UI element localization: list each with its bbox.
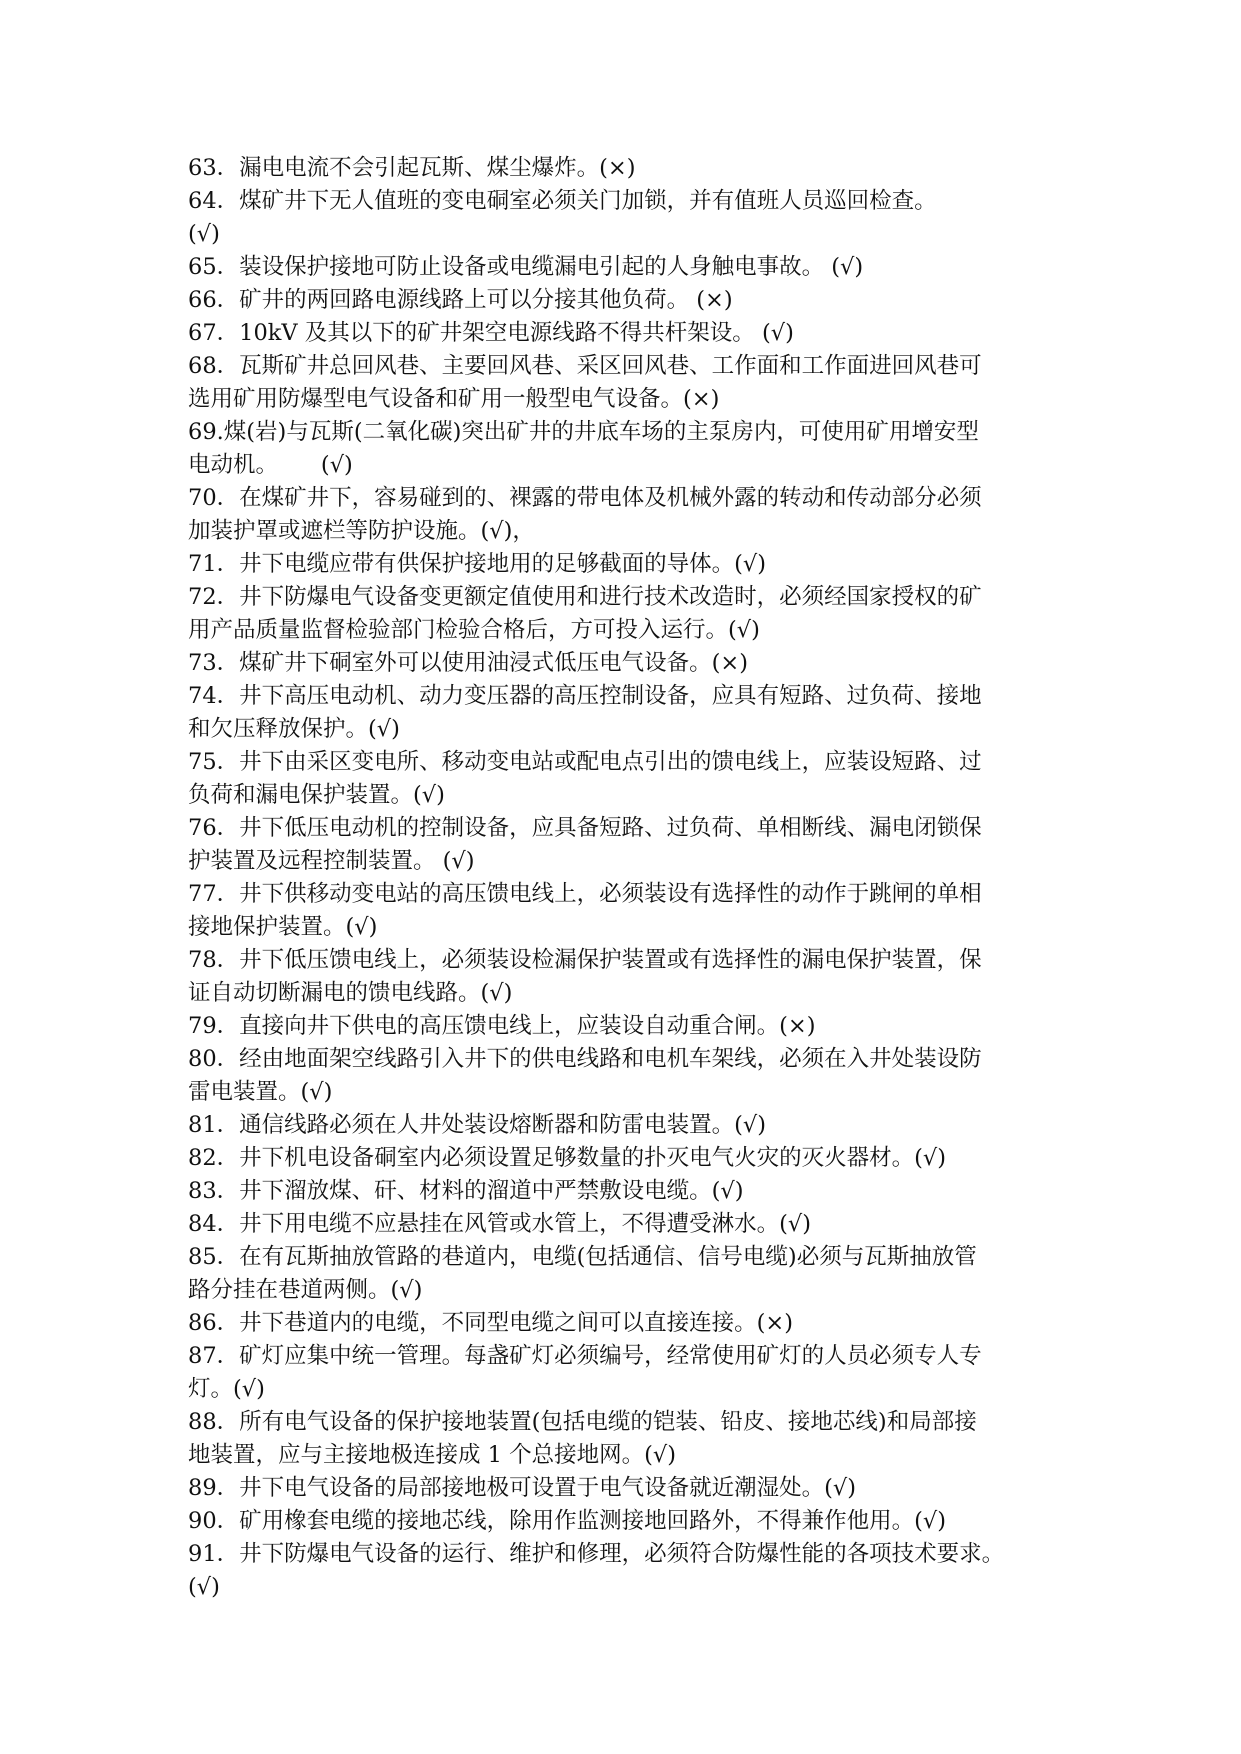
question-text-line: 78．井下低压馈电线上，必须装设检漏保护装置或有选择性的漏电保护装置，保 <box>188 947 982 973</box>
question-item <box>188 1241 1061 1307</box>
question-text-line: 83．井下溜放煤、矸、材料的溜道中严禁敷设电缆。(√) <box>188 1178 744 1204</box>
question-item <box>188 185 1061 251</box>
question-item <box>188 1472 1061 1505</box>
question-item <box>188 878 1061 944</box>
question-text-line: 85．在有瓦斯抽放管路的巷道内，电缆(包括通信、信号电缆)必须与瓦斯抽放管 <box>188 1244 977 1270</box>
question-item <box>188 1208 1061 1241</box>
question-item <box>188 317 1061 350</box>
question-text-line: 和欠压释放保护。(√) <box>188 716 400 742</box>
question-item <box>188 944 1061 1010</box>
question-item <box>188 284 1061 317</box>
question-text-line: 用产品质量监督检验部门检验合格后，方可投入运行。(√) <box>188 617 760 643</box>
question-text-line: 73．煤矿井下硐室外可以使用油浸式低压电气设备。(×) <box>188 650 749 676</box>
question-item <box>188 746 1061 812</box>
question-item <box>188 1406 1061 1472</box>
question-text-line: 70．在煤矿井下，容易碰到的、裸露的带电体及机械外露的转动和传动部分必须 <box>188 485 982 511</box>
question-text-line: 79．直接向井下供电的高压馈电线上，应装设自动重合闸。(×) <box>188 1013 816 1039</box>
question-text-line: 82．井下机电设备硐室内必须设置足够数量的扑灭电气火灾的灭火器材。(√) <box>188 1145 947 1171</box>
question-text-line: 74．井下高压电动机、动力变压器的高压控制设备，应具有短路、过负荷、接地 <box>188 683 982 709</box>
question-item <box>188 1538 1061 1604</box>
question-item <box>188 680 1061 746</box>
question-text-line: (√) <box>188 1574 220 1600</box>
question-text-line: 87．矿灯应集中统一管理。每盏矿灯必须编号，经常使用矿灯的人员必须专人专 <box>188 1343 982 1369</box>
question-text-line: 64．煤矿井下无人值班的变电硐室必须关门加锁，并有值班人员巡回检查。 <box>188 188 937 214</box>
question-item <box>188 548 1061 581</box>
question-item <box>188 647 1061 680</box>
question-text-line: 90．矿用橡套电缆的接地芯线，除用作监测接地回路外，不得兼作他用。(√) <box>188 1508 947 1534</box>
question-text-line: 75．井下由采区变电所、移动变电站或配电点引出的馈电线上，应装设短路、过 <box>188 749 982 775</box>
question-item <box>188 1109 1061 1142</box>
question-text-line: 地装置，应与主接地极连接成 1 个总接地网。(√) <box>188 1442 677 1468</box>
question-item <box>188 1043 1061 1109</box>
question-text-line: 雷电装置。(√) <box>188 1079 333 1105</box>
question-text-line: 选用矿用防爆型电气设备和矿用一般型电气设备。(×) <box>188 386 720 412</box>
question-text-line: (√) <box>188 221 220 247</box>
question-text-line: 证自动切断漏电的馈电线路。(√) <box>188 980 513 1006</box>
question-text-line: 65．装设保护接地可防止设备或电缆漏电引起的人身触电事故。 (√) <box>188 254 864 280</box>
question-item <box>188 1142 1061 1175</box>
question-text-line: 护装置及远程控制装置。 (√) <box>188 848 475 874</box>
question-list <box>188 152 1061 1604</box>
question-text-line: 86．井下巷道内的电缆，不同型电缆之间可以直接连接。(×) <box>188 1310 794 1336</box>
question-text-line: 88．所有电气设备的保护接地装置(包括电缆的铠装、铅皮、接地芯线)和局部接 <box>188 1409 977 1435</box>
question-text-line: 加装护罩或遮栏等防护设施。(√)， <box>188 518 535 544</box>
question-text-line: 71．井下电缆应带有供保护接地用的足够截面的导体。(√) <box>188 551 767 577</box>
question-item <box>188 1010 1061 1043</box>
question-text-line: 77．井下供移动变电站的高压馈电线上，必须装设有选择性的动作于跳闸的单相 <box>188 881 982 907</box>
question-item <box>188 1307 1061 1340</box>
question-item <box>188 350 1061 416</box>
question-text-line: 63．漏电电流不会引起瓦斯、煤尘爆炸。(×) <box>188 155 636 181</box>
question-text-line: 84．井下用电缆不应悬挂在风管或水管上，不得遭受淋水。(√) <box>188 1211 812 1237</box>
question-text-line: 91．井下防爆电气设备的运行、维护和修理，必须符合防爆性能的各项技术要求。 <box>188 1541 1005 1567</box>
question-text-line: 72．井下防爆电气设备变更额定值使用和进行技术改造时，必须经国家授权的矿 <box>188 584 982 610</box>
question-item <box>188 1505 1061 1538</box>
question-text-line: 67．10kV 及其以下的矿井架空电源线路不得共杆架设。 (√) <box>188 320 794 346</box>
question-item <box>188 1340 1061 1406</box>
question-item <box>188 812 1061 878</box>
question-item <box>188 251 1061 284</box>
question-text-line: 66．矿井的两回路电源线路上可以分接其他负荷。 (×) <box>188 287 733 313</box>
question-text-line: 81．通信线路必须在人井处装设熔断器和防雷电装置。(√) <box>188 1112 767 1138</box>
question-item <box>188 416 1061 482</box>
question-item <box>188 581 1061 647</box>
question-text-line: 89．井下电气设备的局部接地极可设置于电气设备就近潮湿处。(√) <box>188 1475 857 1501</box>
question-text-line: 76．井下低压电动机的控制设备，应具备短路、过负荷、单相断线、漏电闭锁保 <box>188 815 982 841</box>
question-text-line: 路分挂在巷道两侧。(√) <box>188 1277 423 1303</box>
question-item <box>188 1175 1061 1208</box>
question-text-line: 负荷和漏电保护装置。(√) <box>188 782 445 808</box>
question-text-line: 69.煤(岩)与瓦斯(二氧化碳)突出矿井的井底车场的主泵房内，可使用矿用增安型 <box>188 419 979 445</box>
question-item <box>188 152 1061 185</box>
question-text-line: 灯。(√) <box>188 1376 265 1402</box>
question-text-line: 电动机。 (√) <box>188 452 353 478</box>
question-text-line: 68．瓦斯矿井总回风巷、主要回风巷、采区回风巷、工作面和工作面进回风巷可 <box>188 353 982 379</box>
question-text-line: 接地保护装置。(√) <box>188 914 378 940</box>
question-text-line: 80．经由地面架空线路引入井下的供电线路和电机车架线，必须在入井处装设防 <box>188 1046 982 1072</box>
question-item <box>188 482 1061 548</box>
